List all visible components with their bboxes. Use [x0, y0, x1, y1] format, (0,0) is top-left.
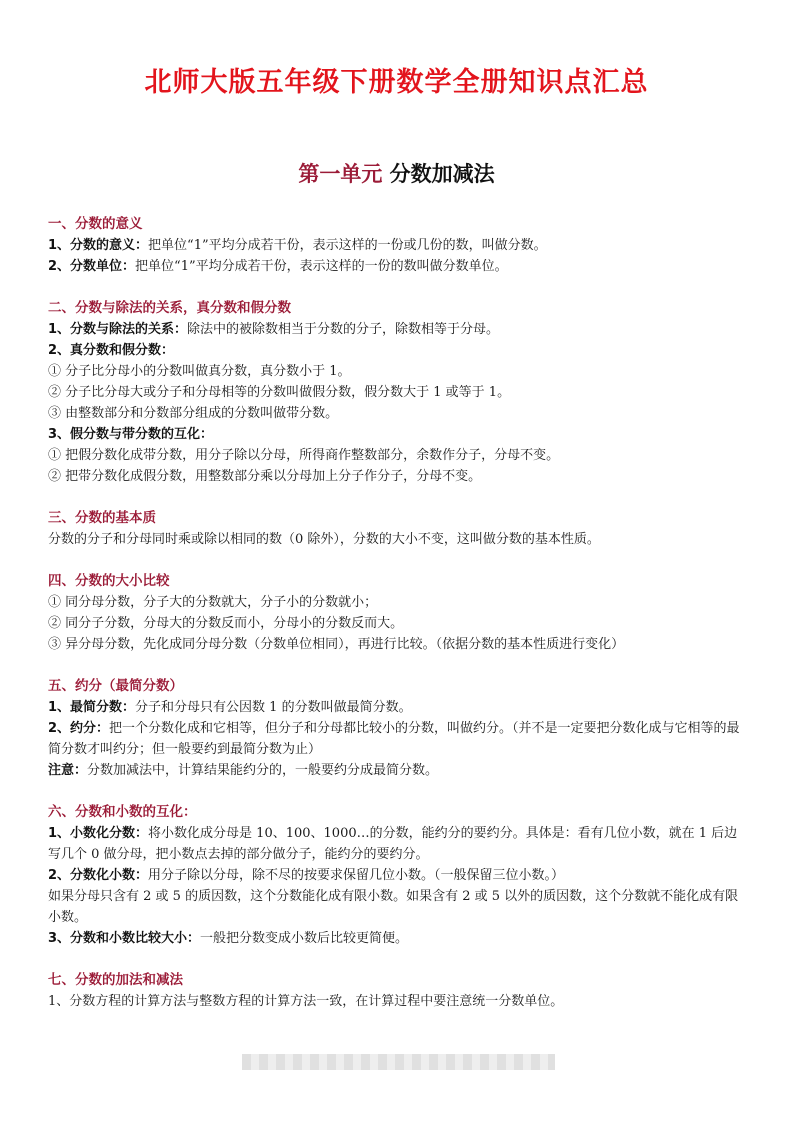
text-line: [48, 403, 748, 424]
text-line: [48, 697, 748, 718]
term-label: 2、真分数和假分数：: [48, 343, 175, 358]
unit-name: 分数加减法: [389, 161, 495, 186]
line-text: ① 分子比分母小的分数叫做真分数，真分数小于 1。: [48, 364, 351, 379]
text-line: [48, 529, 748, 550]
text-line: [48, 592, 748, 613]
line-text: 除法中的被除数相当于分数的分子，除数相等于分母。: [187, 322, 500, 337]
line-text: 分子和分母只有公因数 1 的分数叫做最简分数。: [135, 700, 412, 715]
section-5: [48, 676, 748, 781]
line-text: 用分子除以分母，除不尽的按要求保留几位小数。（一般保留三位小数。）: [148, 868, 565, 883]
section-2: [48, 298, 748, 487]
line-text: ① 把假分数化成带分数，用分子除以分母，所得商作整数部分，余数作分子，分母不变。: [48, 448, 560, 463]
section-3: [48, 508, 748, 550]
text-line: [48, 361, 748, 382]
line-text: 分数的分子和分母同时乘或除以相同的数（0 除外），分数的大小不变，这叫做分数的基本性质。: [48, 532, 600, 547]
document-title: 北师大版五年级下册数学全册知识点汇总: [144, 67, 649, 98]
line-text: ② 分子比分母大或分子和分母相等的分数叫做假分数，假分数大于 1 或等于 1。: [48, 385, 511, 400]
term-label: 2、分数化小数：: [48, 868, 149, 883]
line-text: ③ 由整数部分和分数部分组成的分数叫做带分数。: [48, 406, 339, 421]
line-text: 一般把分数变成小数后比较更简便。: [200, 931, 409, 946]
text-line: [48, 823, 748, 865]
term-label: 3、假分数与带分数的互化：: [48, 427, 214, 442]
text-line: [48, 634, 748, 655]
term-label: 2、约分：: [48, 721, 110, 736]
section-6: [48, 802, 748, 949]
section-heading: 二、分数与除法的关系，真分数和假分数: [48, 300, 291, 316]
line-text: ③ 异分母分数，先化成同分母分数（分数单位相同），再进行比较。（依据分数的基本性质进行变化）: [48, 637, 625, 652]
term-label: 1、分数的意义：: [48, 238, 149, 253]
text-line: [48, 340, 748, 361]
line-text: 如果分母只含有 2 或 5 的质因数，这个分数能化成有限小数。如果含有 2 或 5 以外的质因数，这个分数就不能化成有限小数。: [48, 889, 739, 925]
text-line: [48, 424, 748, 445]
blurred-watermark: [242, 1054, 555, 1070]
line-text: 把单位“1”平均分成若干份，表示这样的一份或几份的数，叫做分数。: [148, 238, 547, 253]
text-line: [48, 865, 748, 886]
line-text: ② 把带分数化成假分数，用整数部分乘以分母加上分子作分子，分母不变。: [48, 469, 482, 484]
line-text: 把一个分数化成和它相等，但分子和分母都比较小的分数，叫做约分。（并不是一定要把分数化成与它相等的最简分数才叫约分；但一般要约到最简分数为止）: [48, 721, 740, 757]
section-heading: 三、分数的基本质: [48, 510, 156, 526]
section-heading: 一、分数的意义: [48, 216, 143, 232]
section-1: [48, 214, 748, 277]
term-label: 2、分数单位：: [48, 259, 136, 274]
unit-prefix: 第一单元: [298, 161, 383, 186]
text-line: [48, 613, 748, 634]
text-line: [48, 319, 748, 340]
term-label: 注意：: [48, 763, 88, 778]
text-line: [48, 991, 748, 1012]
term-label: 1、小数化分数：: [48, 826, 149, 841]
text-line: [48, 235, 748, 256]
unit-title: [0, 158, 793, 188]
text-line: [48, 886, 748, 928]
text-line: [48, 445, 748, 466]
section-heading: 五、约分（最简分数）: [48, 678, 183, 694]
text-line: [48, 256, 748, 277]
line-text: 分数加减法中，计算结果能约分的，一般要约分成最简分数。: [87, 763, 439, 778]
line-text: ② 同分子分数，分母大的分数反而小，分母小的分数反而大。: [48, 616, 404, 631]
content-body: [48, 214, 748, 1033]
section-heading: 七、分数的加法和减法: [48, 972, 183, 988]
text-line: [48, 718, 748, 760]
term-label: 1、分数与除法的关系：: [48, 322, 188, 337]
text-line: [48, 382, 748, 403]
text-line: [48, 760, 748, 781]
term-label: 3、分数和小数比较大小：: [48, 931, 201, 946]
text-line: [48, 928, 748, 949]
text-line: [48, 466, 748, 487]
line-text: ① 同分母分数，分子大的分数就大，分子小的分数就小；: [48, 595, 378, 610]
line-text: 1、分数方程的计算方法与整数方程的计算方法一致，在计算过程中要注意统一分数单位。: [48, 994, 564, 1009]
section-4: [48, 571, 748, 655]
term-label: 1、最简分数：: [48, 700, 136, 715]
section-heading: 六、分数和小数的互化：: [48, 804, 197, 820]
section-7: [48, 970, 748, 1012]
line-text: 将小数化成分母是 10、100、1000…的分数，能约分的要约分。具体是：看有几位小数，就在 1 后边写几个 0 做分母，把小数点去掉的部分做分子，能约分的要约分。: [48, 826, 738, 862]
line-text: 把单位“1”平均分成若干份，表示这样的一份的数叫做分数单位。: [135, 259, 508, 274]
section-heading: 四、分数的大小比较: [48, 573, 170, 589]
